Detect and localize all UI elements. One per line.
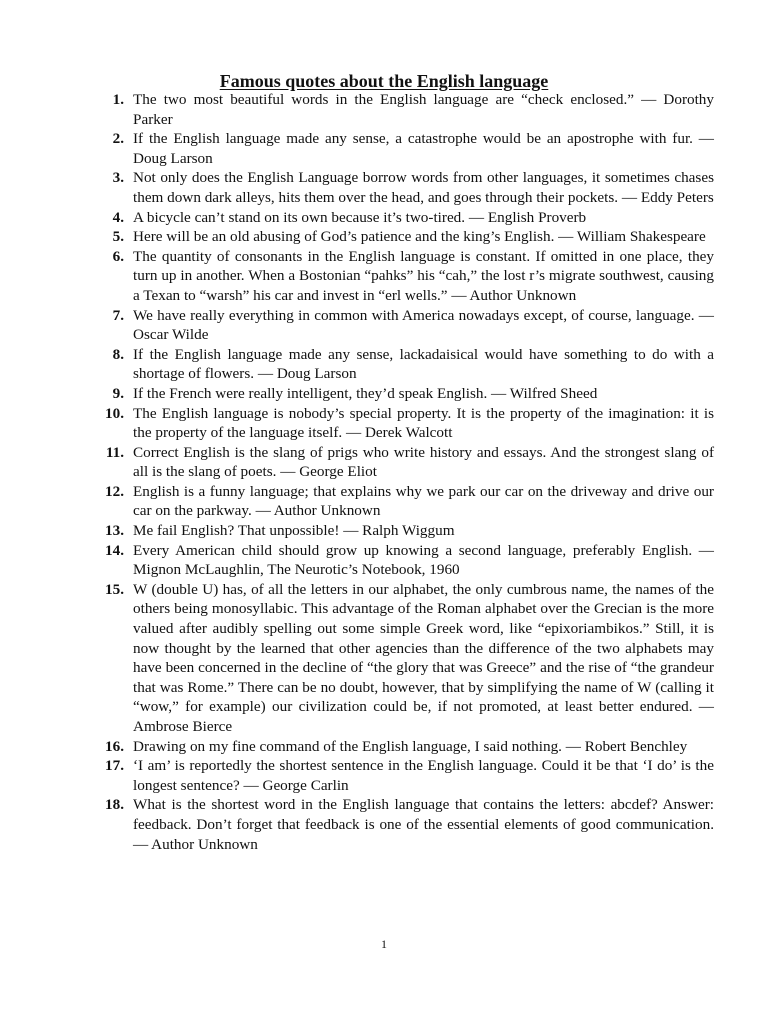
list-item — [90, 208, 714, 228]
quote-text: We have really everything in common with America nowadays except, of course, language. — Oscar Wilde — [133, 306, 714, 344]
list-item — [90, 227, 714, 247]
list-item-number: 10. — [105, 404, 124, 422]
list-item-number: 4. — [112, 208, 124, 226]
list-item-number: 3. — [112, 169, 124, 187]
list-item-number: 1. — [112, 91, 124, 108]
quote-text: A bicycle can’t stand on its own because it’s two-tired. — English Proverb — [133, 208, 587, 226]
list-item-number: 17. — [105, 757, 124, 775]
quote-text: If the English language made any sense, a catastrophe would be an apostrophe with fur. — Doug Larson — [133, 130, 714, 167]
list-item — [90, 580, 714, 737]
list-item-number: 5. — [112, 228, 124, 246]
quote-text: The English language is nobody’s special property. It is the property of the imagination: it is the property of the language itself. — Derek Walcott — [133, 404, 714, 442]
list-item-number: 14. — [105, 541, 124, 559]
list-item — [90, 756, 714, 795]
quote-text: ‘I am’ is reportedly the shortest sentence in the English language. Could it be that ‘I do’ is the longest sentence? — George Carlin — [133, 757, 714, 794]
list-item — [90, 521, 714, 541]
quote-text: Drawing on my fine command of the English language, I said nothing. — Robert Benchley — [133, 737, 688, 755]
list-item-number: 8. — [112, 345, 124, 363]
list-item-number: 7. — [112, 306, 124, 324]
quote-text: Correct English is the slang of prigs who write history and essays. And the strongest slang of all is the slang of poets. — George Eliot — [133, 443, 714, 481]
page-number: 1 — [381, 937, 387, 951]
list-item-number: 15. — [105, 580, 124, 598]
list-item — [90, 345, 714, 384]
list-item — [90, 129, 714, 168]
list-item-number: 16. — [105, 737, 124, 755]
list-item-number: 2. — [112, 130, 124, 148]
quotes-list — [90, 90, 714, 854]
list-item — [90, 541, 714, 580]
quote-text: If the English language made any sense, lackadaisical would have something to do with a shortage of flowers. — Doug Larson — [133, 345, 714, 383]
list-item — [90, 90, 714, 129]
list-item — [90, 443, 714, 482]
list-item — [90, 795, 714, 854]
list-item — [90, 482, 714, 521]
quote-text: The quantity of consonants in the English language is constant. If omitted in one place, they turn up in another. When a Bostonian “pahks” his “cah,” the lost r’s migrate southwest, causing a Texan to “warsh” his car and invest in “erl wells.” — Author Unknown — [133, 247, 714, 304]
quote-text: English is a funny language; that explains why we park our car on the driveway and drive our car on the parkway. — Author Unknown — [133, 482, 714, 520]
quote-text: W (double U) has, of all the letters in our alphabet, the only cumbrous name, the names of the others being monosyllabic. This advantage of the Roman alphabet over the Grecian is the more valued after audibly spelling out some simple Greek word, like “epixoriambikos.” Still, it is now thought by the learned that other agencies than the difference of the two alphabets may have been concerned in the decline of “the glory that was Greece” and the rise of “the grandeur that was Rome.” There can be no doubt, however, that by simplifying the name of W (calling it “wow,” for example) our civilization could be, if not promoted, at least better endured. — Ambrose Bierce — [133, 580, 714, 735]
list-item-number: 6. — [112, 247, 124, 265]
list-item — [90, 168, 714, 207]
quote-text: The two most beautiful words in the English language are “check enclosed.” — Dorothy Parker — [133, 91, 714, 128]
list-item — [90, 306, 714, 345]
quote-text: If the French were really intelligent, they’d speak English. — Wilfred Sheed — [133, 384, 598, 402]
document-title: Famous quotes about the English language — [219, 71, 549, 91]
list-item — [90, 404, 714, 443]
list-item-number: 18. — [105, 796, 124, 814]
quote-text: What is the shortest word in the English language that contains the letters: abcdef? Answer: feedback. Don’t forget that feedback is one of the essential elements of good communication. — Author Unknown — [133, 796, 714, 853]
list-item-number: 13. — [105, 522, 124, 540]
list-item — [90, 737, 714, 757]
quote-text: Here will be an old abusing of God’s patience and the king’s English. — William Shakespeare — [133, 228, 706, 246]
list-item-number: 12. — [105, 482, 124, 500]
quote-text: Every American child should grow up knowing a second language, preferably English. — Mignon McLaughlin, The Neurotic’s Notebook, 1960 — [133, 541, 714, 579]
list-item — [90, 384, 714, 404]
list-item — [90, 247, 714, 306]
list-item-number: 11. — [105, 443, 124, 461]
list-item-number: 9. — [112, 384, 124, 402]
quote-text: Me fail English? That unpossible! — Ralph Wiggum — [133, 522, 455, 540]
quote-text: Not only does the English Language borrow words from other languages, it sometimes chases them down dark alleys, hits them over the head, and goes through their pockets. — Eddy Peters — [133, 169, 714, 206]
